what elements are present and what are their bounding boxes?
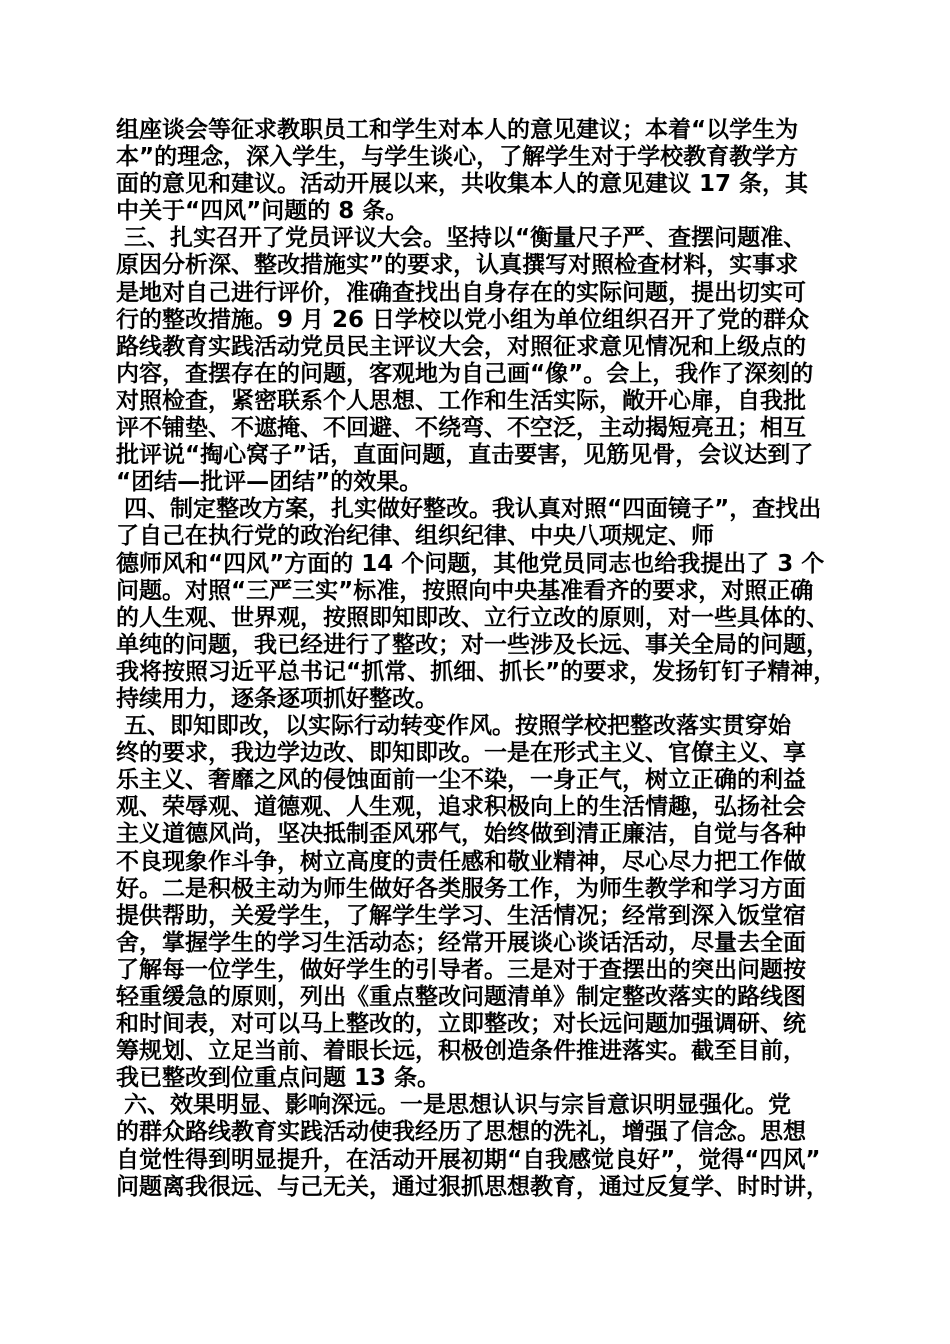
section-heading-line: 六、效果明显、影响深远。一是思想认识与宗旨意识明显强化。党 bbox=[116, 1092, 792, 1119]
text-line: 观、荣辱观、道德观、人生观，追求积极向上的生活情趣，弘扬社会 bbox=[116, 794, 806, 821]
text-line: 问题离我很远、与己无关，通过狠抓思想教育，通过反复学、时时讲， bbox=[116, 1173, 829, 1200]
text-line: 和时间表，对可以马上整改的，立即整改；对长远问题加强调研、统 bbox=[116, 1011, 806, 1038]
text-line: 评不铺垫、不遮掩、不回避、不绕弯、不空泛，主动揭短亮丑；相互 bbox=[116, 415, 806, 442]
text-line: 是地对自己进行评价，准确查找出自身存在的实际问题，提出切实可 bbox=[116, 279, 806, 306]
text-line: 主义道德风尚，坚决抵制歪风邪气，始终做到清正廉洁，自觉与各种 bbox=[116, 821, 806, 848]
text-line: 单纯的问题，我已经进行了整改；对一些涉及长远、事关全局的问题， bbox=[116, 631, 829, 658]
text-line: 对照检查，紧密联系个人思想、工作和生活实际，敞开心扉，自我批 bbox=[116, 387, 806, 414]
text-line: 乐主义、奢靡之风的侵蚀面前一尘不染，一身正气，树立正确的利益 bbox=[116, 767, 806, 794]
text-line: 提供帮助，关爱学生，了解学生学习、生活情况；经常到深入饭堂宿 bbox=[116, 902, 806, 929]
section-heading-line: 三、扎实召开了党员评议大会。坚持以“衡量尺子严、查摆问题准、 bbox=[116, 225, 807, 252]
text-line: 原因分析深、整改措施实”的要求，认真撰写对照检查材料，实事求 bbox=[116, 252, 799, 279]
text-line: 面的意见和建议。活动开展以来，共收集本人的意见建议 17 条，其 bbox=[116, 171, 809, 198]
text-line: 组座谈会等征求教职员工和学生对本人的意见建议；本着“以学生为 bbox=[116, 117, 799, 143]
text-line: 批评说“掏心窝子”话，直面问题，直击要害，见筋见骨，会议达到了 bbox=[116, 442, 814, 469]
text-line: “团结—批评—团结”的效果。 bbox=[116, 469, 423, 496]
text-line: 本”的理念，深入学生，与学生谈心，了解学生对于学校教育教学方 bbox=[116, 144, 799, 171]
text-line: 轻重缓急的原则，列出《重点整改问题清单》制定整改落实的路线图 bbox=[116, 984, 806, 1010]
text-line: 舍，掌握学生的学习生活动态；经常开展谈心谈话活动，尽量去全面 bbox=[116, 929, 806, 956]
text-line: 自觉性得到明显提升，在活动开展初期“自我感觉良好”，觉得“四风” bbox=[116, 1146, 821, 1173]
text-line: 终的要求，我边学边改、即知即改。一是在形式主义、官僚主义、享 bbox=[116, 740, 806, 767]
text-line: 内容，查摆存在的问题，客观地为自己画“像”。会上，我作了深刻的 bbox=[116, 360, 814, 387]
text-line: 德师风和“四风”方面的 14 个问题，其他党员同志也给我提出了 3 个 bbox=[116, 550, 825, 577]
text-line: 问题。对照“三严三实”标准，按照向中央基准看齐的要求，对照正确 bbox=[116, 577, 814, 604]
text-line: 我将按照习近平总书记“抓常、抓细、抓长”的要求，发扬钉钉子精神， bbox=[116, 658, 837, 685]
text-line: 路线教育实践活动党员民主评议大会，对照征求意见情况和上级点的 bbox=[116, 333, 806, 360]
text-line: 筹规划、立足当前、着眼长远，积极创造条件推进落实。截至目前， bbox=[116, 1038, 806, 1065]
text-line: 了解每一位学生，做好学生的引导者。三是对于查摆出的突出问题按 bbox=[116, 956, 806, 983]
section-heading-line: 四、制定整改方案，扎实做好整改。我认真对照“四面镜子”，查找出 bbox=[116, 496, 822, 523]
section-heading-line: 五、即知即改，以实际行动转变作风。按照学校把整改落实贯穿始 bbox=[116, 713, 792, 740]
text-line: 行的整改措施。9 月 26 日学校以党小组为单位组织召开了党的群众 bbox=[116, 306, 810, 333]
body-text bbox=[116, 117, 856, 1201]
text-line: 好。二是积极主动为师生做好各类服务工作，为师生教学和学习方面 bbox=[116, 875, 806, 902]
text-line: 的人生观、世界观，按照即知即改、立行立改的原则，对一些具体的、 bbox=[116, 604, 829, 631]
text-line: 持续用力，逐条逐项抓好整改。 bbox=[116, 685, 438, 712]
text-line: 中关于“四风”问题的 8 条。 bbox=[116, 198, 409, 225]
text-line: 不良现象作斗争，树立高度的责任感和敬业精神，尽心尽力把工作做 bbox=[116, 848, 806, 875]
text-line: 的群众路线教育实践活动使我经历了思想的洗礼，增强了信念。思想 bbox=[116, 1119, 806, 1146]
text-line: 我已整改到位重点问题 13 条。 bbox=[116, 1065, 441, 1092]
text-line: 了自己在执行党的政治纪律、组织纪律、中央八项规定、师 bbox=[116, 523, 714, 550]
